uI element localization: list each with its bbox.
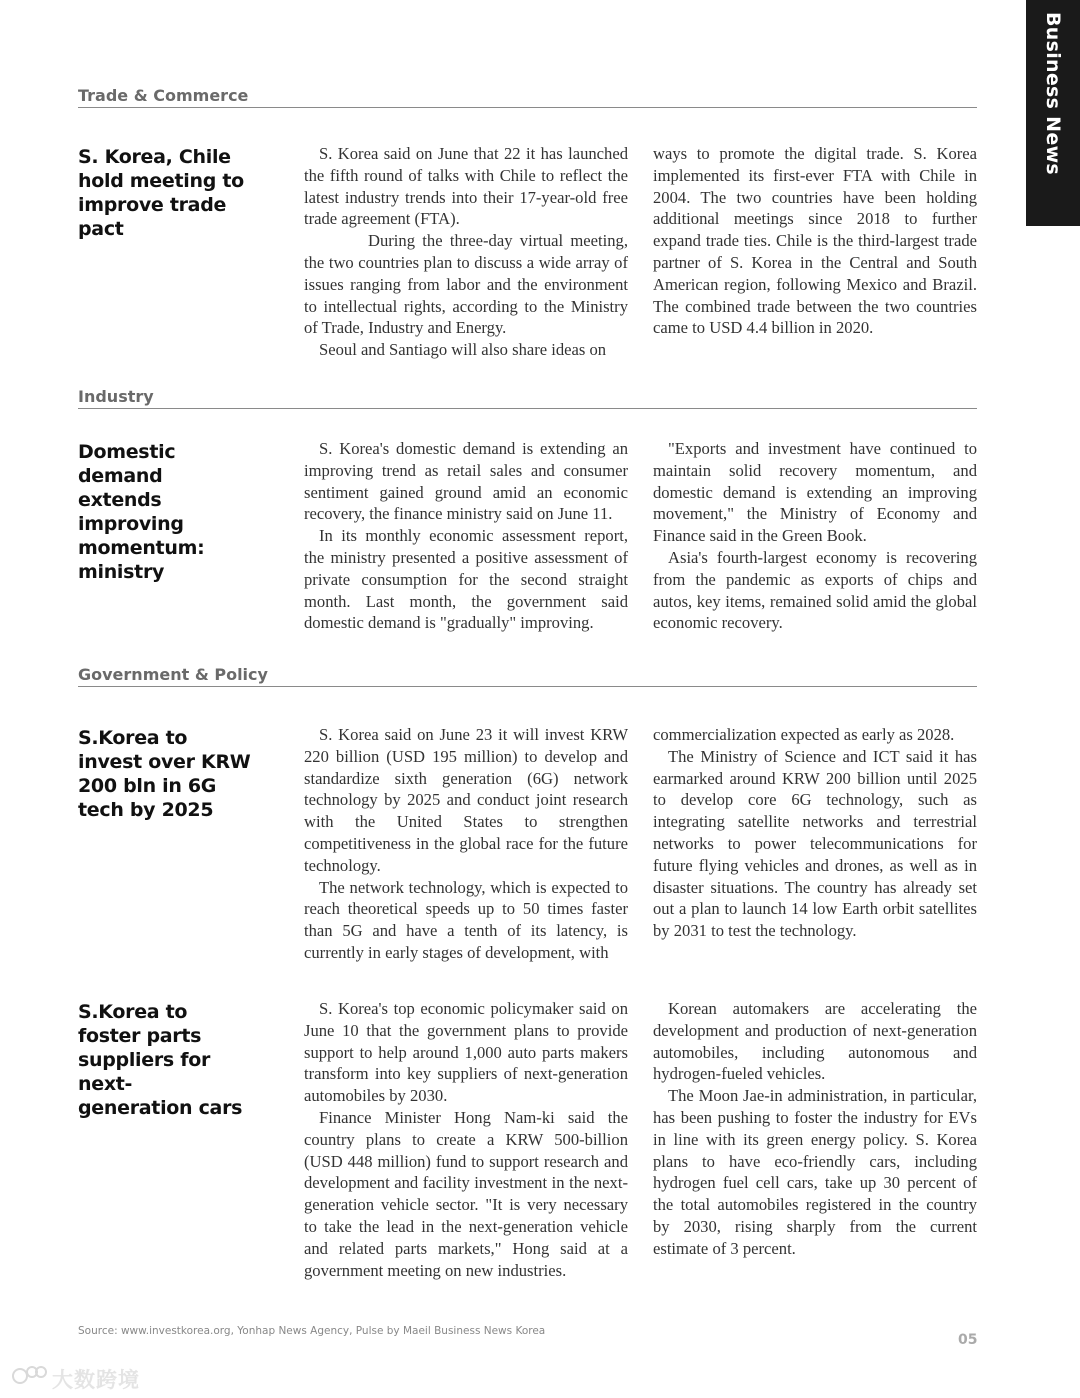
article1-col1-p3: Seoul and Santiago will also share ideas on — [319, 340, 607, 360]
section-industry: Industry — [78, 387, 977, 409]
article2-col1-p2: In its monthly economic assessment report, the ministry presented a positive assessment of private consumption for the second straight month. Last month, the government said domestic demand is "gradually" improving. — [304, 526, 628, 633]
watermark-logo — [8, 1362, 148, 1392]
headline-domestic-demand: Domestic demand extends improving momentum: ministry — [78, 441, 205, 583]
article4-col2-p1: Korean automakers are accelerating the development and production of next-generation automobiles, including autonomous and hydrogen-fueled vehicles. — [653, 999, 977, 1084]
source-credit: Source: www.investkorea.org, Yonhap News Agency, Pulse by Maeil Business News Korea — [78, 1325, 546, 1337]
article3-col1 — [304, 724, 628, 964]
article3-col2 — [653, 724, 977, 942]
article1-col1-p2: During the three-day virtual meeting, the two countries plan to discuss a wide array of issues ranging from labor and the environment to intellectual rights, according to the Ministry of Trade, Industry and Energy. — [304, 231, 628, 338]
article1-col1-p1: S. Korea said on June that 22 it has launched the fifth round of talks with Chile to reflect the latest industry trends into their 17-year-old free trade agreement (FTA). — [304, 144, 628, 229]
article2-col1-p1: S. Korea's domestic demand is extending an improving trend as retail sales and consumer sentiment gained ground amid an economic recovery, the finance ministry said on June 11. — [304, 439, 628, 524]
article1-col1 — [304, 143, 628, 361]
page-number: 05 — [958, 1332, 978, 1348]
article3-col2-p1: commercialization expected as early as 2028. — [653, 725, 955, 744]
business-news-tab — [1026, 0, 1080, 226]
article3-col1-p1: S. Korea said on June 23 it will invest KRW 220 billion (USD 195 million) to develop and standardize sixth generation (6G) network technology by 2025 and conduct joint research with the United States to strengthen competitiveness in the global race for the future technology. — [304, 725, 628, 875]
article4-col2-p2: The Moon Jae-in administration, in particular, has been pushing to foster the industry for EVs in line with its green energy policy. S. Korea plans to have eco-friendly cars, including hydrogen fuel cell cars, take up 30 percent of the total automobiles registered in the country by 2030, rising sharply from the current estimate of 3 percent. — [653, 1086, 977, 1258]
business-news-label: Business News — [1042, 12, 1064, 176]
headline-6g-tech: S.Korea to invest over KRW 200 bln in 6G tech by 2025 — [78, 727, 251, 821]
article1-col2 — [653, 143, 977, 339]
article4-col1-p2: Finance Minister Hong Nam-ki said the country plans to create a KRW 500-billion (USD 448 million) fund to support research and development and facility investment in the next-generation vehicle sector. "It is very necessary to take the lead in the next-generation vehicle and related parts markets," Hong said at a government meeting on new industries. — [304, 1107, 628, 1280]
article4-col1 — [304, 998, 628, 1281]
article2-col1 — [304, 438, 628, 634]
section-trade-commerce: Trade & Commerce — [78, 86, 977, 108]
headline-parts-suppliers: S.Korea to foster parts suppliers for next-generation cars — [78, 1001, 243, 1119]
headline-korea-chile: S. Korea, Chile hold meeting to improve trade pact — [78, 146, 244, 240]
watermark-text: 大数跨境 — [52, 1368, 140, 1392]
article1-col2-p1: ways to promote the digital trade. S. Korea implemented its first-ever FTA with Chile in 2004. The two countries have been holding additional meetings since 2018 to further expand trade ties. Chile is the third-largest trade partner of S. Korea in the Central and South American region, following Mexico and Brazil. The combined trade between the two countries came to USD 4.4 billion in 2020. — [653, 144, 977, 338]
article4-col1-p1: S. Korea's top economic policymaker said on June 10 that the government plans to provide support to help around 1,000 auto parts makers transform into key suppliers of next-generation automobiles by 2030. — [304, 999, 628, 1106]
article2-col2-p2: Asia's fourth-largest economy is recovering from the pandemic as exports of chips and autos, key items, remained solid amid the global economic recovery. — [653, 547, 977, 633]
article2-col2-p1: "Exports and investment have continued to maintain solid recovery momentum, and domestic demand is extending an improving movement," the Ministry of Economy and Finance said in the Green Book. — [653, 439, 977, 546]
article2-col2 — [653, 438, 977, 634]
article3-col2-p2: The Ministry of Science and ICT said it has earmarked around KRW 200 billion until 2025 to develop core 6G technology, such as integrating satellite networks and terrestrial networks to power telecommunications for future flying vehicles and drones, as well as in disaster situations. The country has already set out a plan to launch 14 low Earth orbit satellites by 2031 to test the technology. — [653, 746, 977, 941]
article3-col1-p2: The network technology, which is expected to reach theoretical speeds up to 50 times faster than 5G and have a tenth of its latency, is currently in early stages of development, with — [304, 877, 628, 962]
section-government-policy: Government & Policy — [78, 665, 977, 687]
article4-col2 — [653, 998, 977, 1260]
